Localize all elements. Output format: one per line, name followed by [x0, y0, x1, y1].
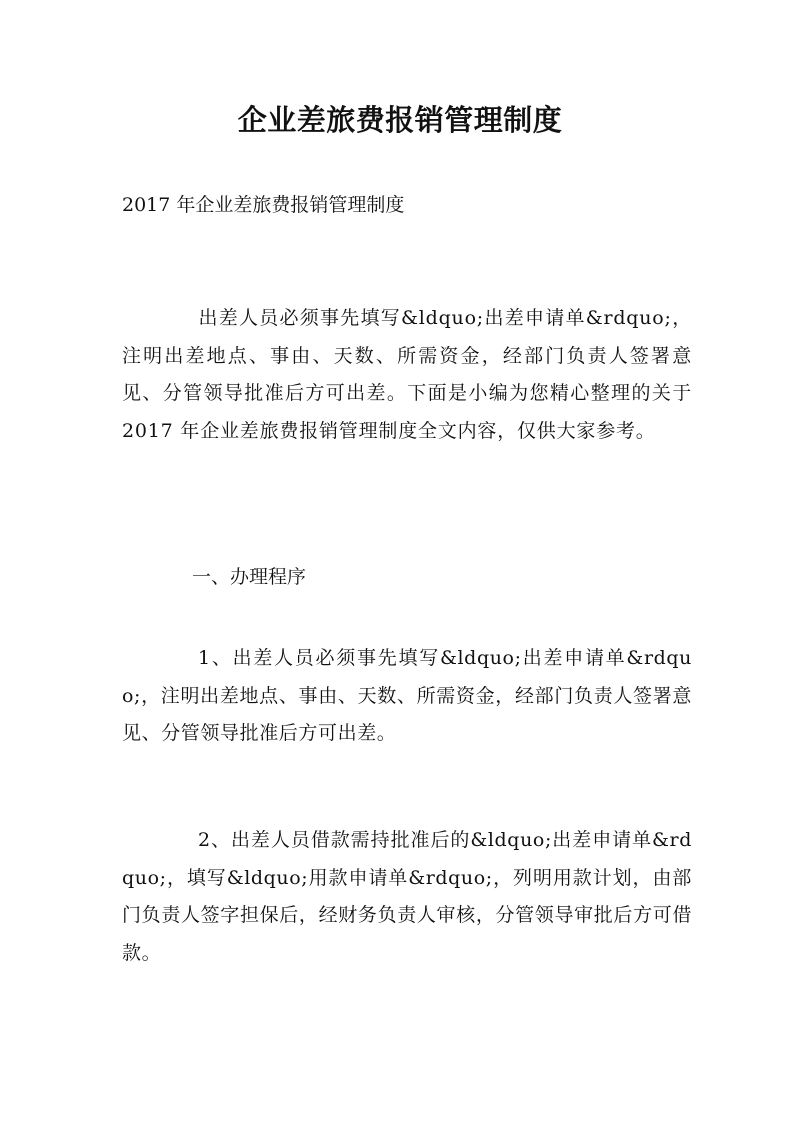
document-subtitle: 2017 年企业差旅费报销管理制度: [122, 194, 405, 216]
procedure-item-2: [122, 822, 692, 972]
section-heading: 一、办理程序: [192, 566, 307, 588]
intro-text: 出差人员必须事先填写&ldquo;出差申请单&rdquo;，注明出差地点、事由、天数、所需资金，经部门负责人签署意见、分管领导批准后方可出差。下面是小编为您精心整理的关于 2017 年企业差旅费报销管理制度全文内容，仅供大家参考。: [122, 307, 692, 442]
procedure-item-2-text: 2、出差人员借款需持批准后的&ldquo;出差申请单&rdquo;，填写&ldquo;用款申请单&rdquo;，列明用款计划，由部门负责人签字担保后，经财务负责人审核，分管领导审批后方可借款。: [122, 829, 692, 964]
document-title: 企业差旅费报销管理制度: [237, 103, 563, 137]
intro-paragraph: [122, 300, 692, 450]
procedure-item-1-text: 1、出差人员必须事先填写&ldquo;出差申请单&rdquo;，注明出差地点、事由、天数、所需资金，经部门负责人签署意见、分管领导批准后方可出差。: [122, 647, 692, 744]
procedure-item-1: [122, 640, 692, 753]
